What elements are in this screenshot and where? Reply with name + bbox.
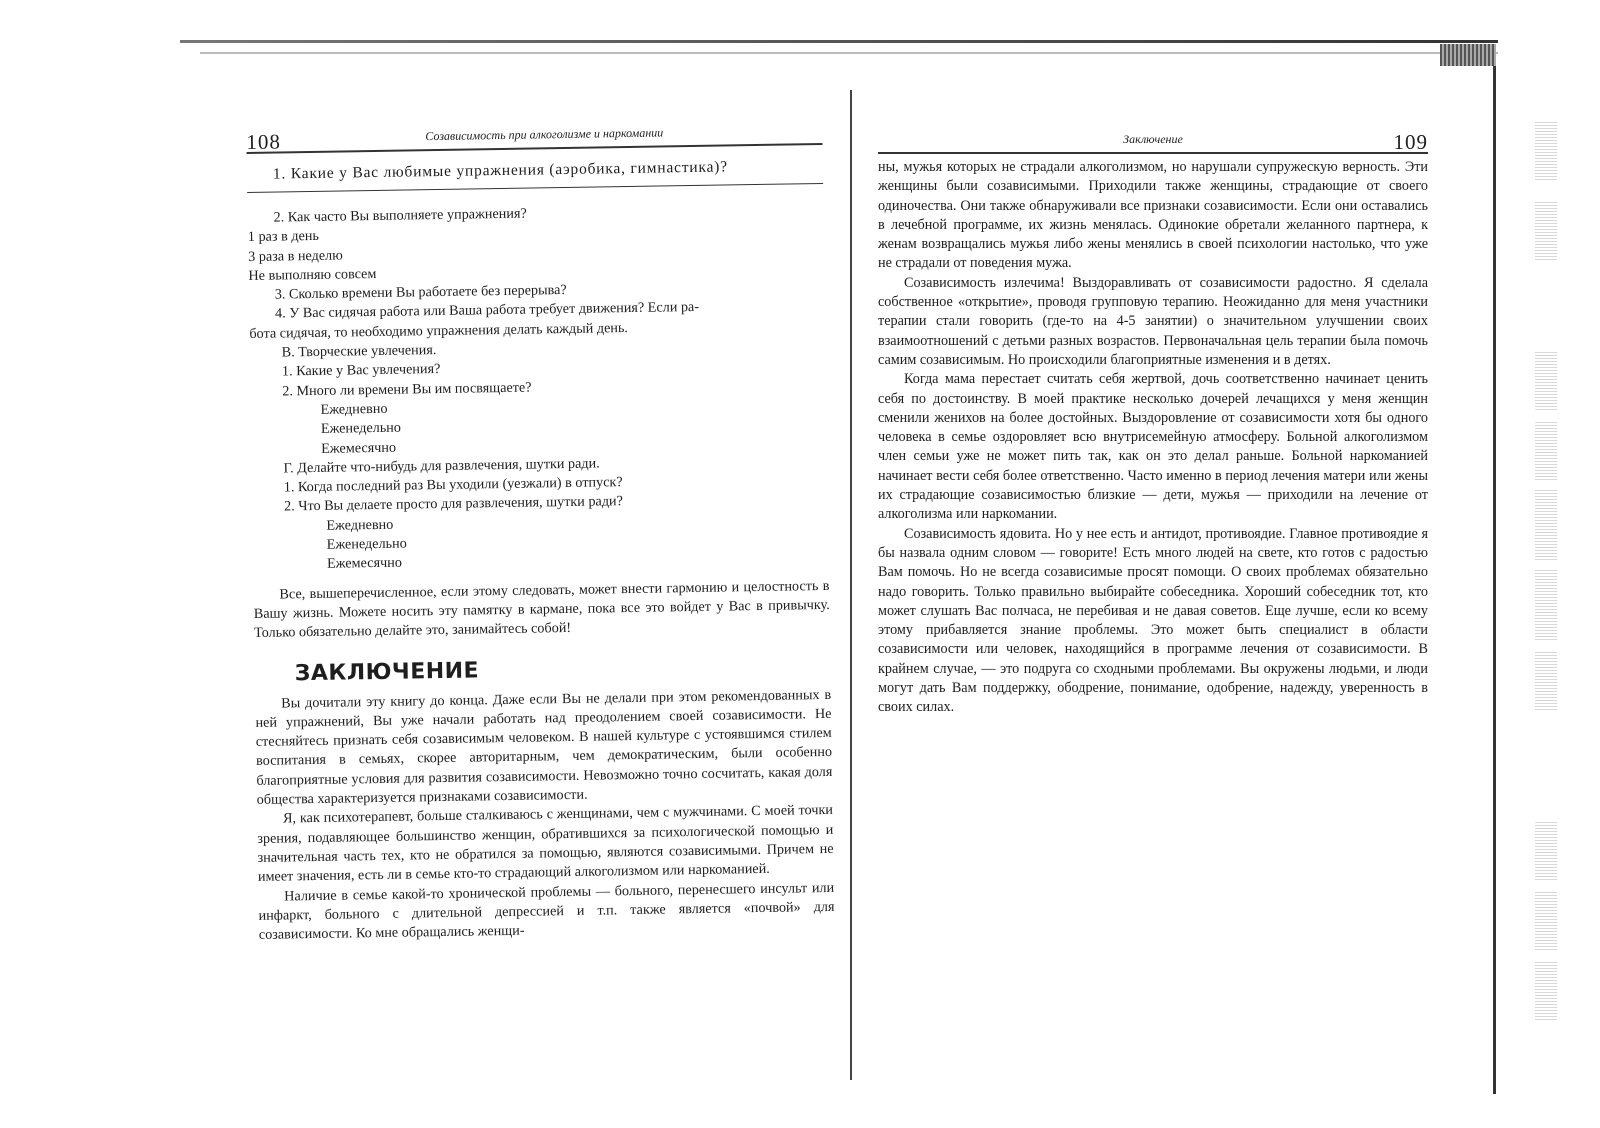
- page-header: [878, 118, 1428, 154]
- body-paragraph: Я, как психотерапевт, больше сталкиваюсь с женщинами, чем с мужчинами. С моей точки зрения, подавляющее большинство женщин, обратившихся за психологической помощью и значительная часть тех, кто не обратился за помощью, являются созависимыми. Причем не имеет значения, есть ли в семье кто-то страдающий алкоголизмом или наркоманией.: [257, 802, 834, 886]
- list-item: Ежемесячно: [326, 554, 402, 573]
- right-page-text: [878, 158, 1428, 718]
- page-number: 108: [246, 129, 282, 154]
- scan-mark: [1535, 570, 1557, 640]
- running-title: Заключение: [1123, 132, 1183, 146]
- list-item: бота сидячая, то необходимо упражнения делать каждый день.: [249, 319, 629, 342]
- boxed-question: 1. Какие у Вас любимые упражнения (аэробика, гимнастика)?: [247, 145, 824, 193]
- scan-mark: [1535, 200, 1557, 260]
- running-title: Созависимость при алкоголизме и наркомании: [425, 125, 664, 144]
- left-page: [246, 109, 835, 945]
- list-item: 1. Какие у Вас увлечения?: [281, 361, 441, 380]
- list-item: 3. Сколько времени Вы работаете без перерыва?: [274, 282, 567, 303]
- list-item: Г. Делайте что-нибудь для развлечения, шутки ради.: [283, 455, 600, 477]
- book-gutter: [850, 90, 852, 1080]
- body-paragraph: Созависимость излечима! Выздоравливать от созависимости радостно. Я сделала собственное «открытие», проводя групповую терапию. Неожиданно для меня участники терапии стали говорить (где-то на 4-5 занятии) о значительном улучшении своих взаимоотношений с детьми разных возрастов. Первоначальная цель терапии была помочь самим созависимым. Но происходили благоприятные изменения и в детях.: [878, 274, 1428, 368]
- page-number: 109: [1393, 130, 1428, 154]
- scan-mark: [1535, 890, 1557, 950]
- body-paragraph: Вы дочитали эту книгу до конца. Даже если Вы не делали при этом рекомендованных в ней упражнений, Вы уже начали работать над преодолением своей созависимости. Не стесняйтесь признать себя созависимым человеком. В нашей культуре с устоявшимся стилем воспитания в семьях, скорее авторитарным, чем демократическим, были особенно благоприятные условия для развития созависимости. Невозможно точно сосчитать, какая доля общества характеризуется признаками созависимости.: [255, 686, 833, 808]
- list-item: Ежедневно: [326, 516, 394, 534]
- scan-mark: [1535, 490, 1557, 560]
- list-item: 2. Много ли времени Вы им посвящаете?: [282, 379, 532, 400]
- list-item: 2. Как часто Вы выполняете упражнения?: [273, 205, 527, 226]
- scan-top-edge: [180, 40, 1498, 43]
- scan-corner-mark: [1440, 44, 1496, 66]
- list-item: Ежедневно: [320, 400, 388, 418]
- scan-mark: [1535, 120, 1557, 180]
- list-item: Ежемесячно: [321, 439, 397, 457]
- list-item: 4. У Вас сидячая работа или Ваша работа требует движения? Если ра-: [274, 299, 700, 323]
- body-paragraph: Когда мама перестает считать себя жертвой, дочь соответственно начинает ценить себя по достоинству. В моей практике несколько дочерей лечащихся у меня женщин сменили женихов на более достойных. Выздоровление от созависимости хотя бы одного человека в семье оздоровляет всю внутрисемейную атмосферу. Больной алкоголизмом член семьи уже не может пить так, как он это делал раньше. Больной наркоманией начинает вести себя более ответственно. Часто именно в период лечения матери или жены их страдающие созависимостью близкие — дети, мужья — приходили на лечение от алкоголизма или наркомании.: [878, 371, 1428, 523]
- list-item: 1. Когда последний раз Вы уходили (уезжали) в отпуск?: [283, 474, 623, 496]
- scan-mark: [1535, 420, 1557, 480]
- body-paragraph: Созависимость ядовита. Но у нее есть и антидот, противоядие. Главное противоядие я бы назвала одним словом — говорите! Есть много людей на свете, кто готов с радостью Вам помочь. Но не всегда созависимые просят помощи. О своих проблемах обязательно надо говорить. Только правильно выбирайте собеседника. Хороший собеседник тот, кто может слушать Вас полчаса, не перебивая и не давая советов. Еще лучше, если ко всему этому прибавляется знание проблемы. Это может быть специалист в области созависимости или человек, находящийся в программе лечения от созависимости. В крайнем случае, — это подруга со сходными проблемами. Вы окружены людьми, и люди могут дать Вам поддержку, ободрение, понимание, одобрение, надежду, уверенность в своих силах.: [878, 525, 1428, 716]
- scan-right-edge: [1493, 44, 1496, 1094]
- list-item: Не выполняю совсем: [248, 265, 377, 284]
- scan-mark: [1535, 820, 1557, 880]
- list-item: 2. Что Вы делаете просто для развлечения, шутки ради?: [283, 493, 624, 515]
- list-item: 3 раза в неделю: [248, 247, 343, 265]
- list-item: 1 раз в день: [247, 228, 320, 246]
- section-title: ЗАКЛЮЧЕНИЕ: [294, 657, 480, 686]
- scan-mark: [1535, 960, 1557, 1020]
- body-paragraph: Наличие в семье какой-то хронической проблемы — больного, перенесшего инсульт или инфаркт, больного с длительной депрессией и т.п. также является «почвой» для созависимости. Ко мне обращались женщи-: [258, 879, 835, 943]
- questionnaire-list: [247, 200, 829, 576]
- right-page: [878, 118, 1428, 718]
- list-item: Еженедельно: [326, 535, 407, 553]
- list-item: Еженедельно: [320, 419, 402, 438]
- scan-side-marks: [1535, 60, 1565, 1060]
- list-item: В. Творческие увлечения.: [281, 342, 437, 361]
- closing-paragraph: Все, вышеперечисленное, если этому следовать, может внести гармонию и целостность в Вашу жизнь. Можете носить эту памятку в кармане, пока все это войдет у Вас в привычку. Только обязательно делайте это, занимайтесь собой!: [253, 577, 830, 642]
- body-paragraph: ны, мужья которых не страдали алкоголизмом, но нарушали супружескую верность. Эти женщины были созависимыми. Приходили также женщины, страдающие от своего одиночества. Они также обнаруживали все признаки созависимости. Если они оставались в лечебной программе, их жизнь менялась. Одинокие обретали желанного партнера, к женам возвращались мужья либо жены менялись в своей психологии настолько, что уже не страдали от поведения мужа.: [878, 159, 1428, 272]
- scan-top-shadow: [200, 52, 1498, 54]
- scan-mark: [1535, 350, 1557, 410]
- scan-mark: [1535, 650, 1557, 710]
